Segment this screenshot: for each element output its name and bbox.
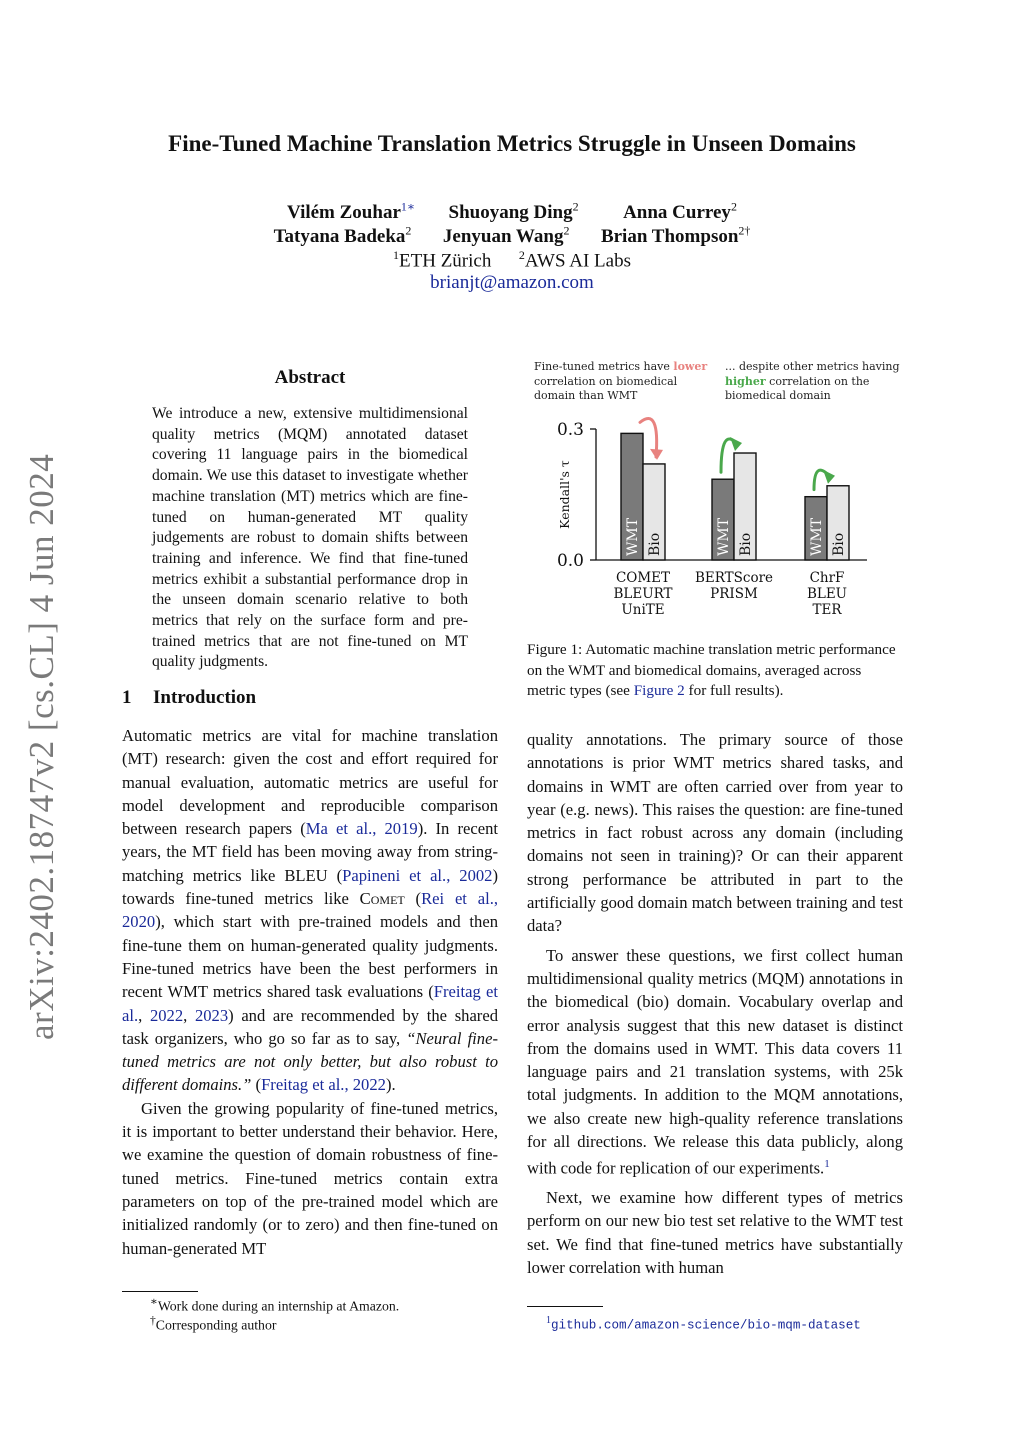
paragraph: To answer these questions, we first collect human multidimensional quality metrics (MQM) annotations in the biomedical (bio) domain. Vocabulary overlap and error analysis suggest that this new dataset is distinct from the domains used in WMT. This data covers 11 language pairs and 21 translation systems, with 25k total judgments. In addition to the MQM annotations, we also create new high-quality reference translations for all directions. We release this data publicly, along with code for replication of our experiments.$^1$ xyxy=(527,945,903,1178)
citation-link[interactable]: 2023 xyxy=(194,1005,229,1025)
footnote: †Corresponding author xyxy=(150,1315,277,1333)
x-tick-label: TER xyxy=(812,602,842,618)
paper-title: Fine-Tuned Machine Translation Metrics Struggle in Unseen Domains xyxy=(168,131,856,156)
x-tick-label: UniTE xyxy=(621,602,665,618)
bar-label: Bio xyxy=(647,532,663,556)
intro-body xyxy=(122,724,498,1260)
footnote-rule xyxy=(527,1306,603,1307)
x-tick-label: ChrF xyxy=(809,570,845,586)
author: Shuoyang Ding$^2$ xyxy=(448,200,579,224)
paragraph: quality annotations. The primary source of those annotations is prior WMT metrics shared tasks, and domains in WMT are often carried over from year to year (e.g. news). This raises the question: are fine-tuned metrics in fact robust across any domain (including domains not seen in training)? Or can their apparent strong performance be attributed in part to the artificially good domain match between training and test data? xyxy=(527,730,903,936)
abstract-text: We introduce a new, extensive multidimensional quality metrics (MQM) annotated dataset covering 11 language pairs in the biomedical domain. We use this dataset to investigate whether machine translation (MT) metrics which are fine-tuned on human-generated MT quality judgements are robust to domain shifts between training and inference. We find that fine-tuned metrics exhibit a substantial performance drop in the unseen domain scenario relative to both metrics that rely on the surface form and pre-trained metrics that are not fine-tuned on MT quality judgments. xyxy=(152,405,468,671)
citation-link[interactable]: Ma et al., 2019 xyxy=(305,819,418,839)
citation-link[interactable]: Freitag et al., 2022 xyxy=(261,1075,386,1095)
x-tick-label: BERTScore xyxy=(694,570,774,586)
paragraph: Given the growing popularity of fine-tuned metrics, it is important to better understand their behavior. Here, we examine the question of domain robustness of fine-tuned metrics. Fine-tuned metrics contain extra parameters on top of the pre-trained model which are initialized randomly (or to zero) and then fine-tuned on human-generated MT xyxy=(122,1098,498,1258)
x-tick-label: PRISM xyxy=(710,586,758,602)
author-row-1 xyxy=(0,200,1024,224)
arrow-up-head xyxy=(823,470,835,484)
repo-link[interactable]: github.com/amazon-science/bio-mqm-dataset xyxy=(551,1318,861,1333)
figure-caption: Figure 1: Automatic machine translation metric performance on the WMT and biomedical domains, averaged across metric types (see Figure 2 for full results). xyxy=(527,641,896,699)
citation-link[interactable]: Freitag et al. xyxy=(122,982,498,1025)
y-tick-label: 0.3 xyxy=(556,420,584,440)
author: Brian Thompson$^{2\dagger}$ xyxy=(600,224,751,248)
footnote: ∗Work done during an internship at Amazon. xyxy=(150,1296,400,1314)
right-body xyxy=(527,728,903,1279)
abstract-heading: Abstract xyxy=(274,367,346,388)
author-row-2 xyxy=(0,224,1024,248)
y-tick-label: 0.0 xyxy=(556,551,584,571)
paragraph: Automatic metrics are vital for machine translation (MT) research: given the cost and effort required for manual evaluation, automatic metrics are useful for model development and reproducible comparison between research papers (Ma et al., 2019). In recent years, the MT field has been moving away from string-matching metrics like BLEU (Papineni et al., 2002) towards fine-tuned metrics like Comet (Rei et al., 2020), which start with pre-trained models and then fine-tune them on human-generated quality judgments. Fine-tuned metrics have been the best performers in recent WMT metrics shared task evaluations (Freitag et al., 2022, 2023) and are recommended by the shared task organizers, who go so far as to say, “Neural fine-tuned metrics are not only better, but also robust to different domains.” (Freitag et al., 2022). xyxy=(122,726,499,1095)
footnote-rule xyxy=(122,1291,198,1292)
x-tick-label: BLEURT xyxy=(613,586,673,602)
figure-1-chart xyxy=(527,405,905,627)
figure-annotation-right: ... despite other metrics having higher correlation on the biomedical domain xyxy=(725,360,900,402)
citation-link[interactable]: Papineni et al., 2002 xyxy=(342,865,493,885)
paragraph: Next, we examine how different types of metrics perform on our new bio test set relative to the WMT test set. We find that fine-tuned metrics have substantially lower correlation with human xyxy=(527,1188,903,1278)
bar-label: WMT xyxy=(809,517,825,556)
author: Jenyuan Wang$^2$ xyxy=(442,224,570,248)
author: Vilém Zouhar$^{1∗}$ xyxy=(287,200,416,224)
affiliations: $^1$ETH Zürich $^2$AWS AI Labs xyxy=(393,248,631,272)
bar-label: Bio xyxy=(738,532,754,556)
author: Anna Currey$^2$ xyxy=(623,200,737,224)
bar-label: WMT xyxy=(625,517,641,556)
figure-annotation-left: Fine-tuned metrics have lower correlation on biomedical domain than WMT xyxy=(534,360,708,402)
arrow-down-head xyxy=(650,449,663,460)
y-axis-label: Kendall's τ xyxy=(557,460,572,529)
bar-label: Bio xyxy=(831,532,847,556)
author: Tatyana Badeka$^2$ xyxy=(273,224,412,248)
citation-link[interactable]: 2022 xyxy=(149,1005,184,1025)
figure-link[interactable]: Figure 2 xyxy=(633,682,685,699)
section-heading: 1 Introduction xyxy=(122,687,257,708)
author-email[interactable]: brianjt@amazon.com xyxy=(430,272,594,293)
footnote: $^1$github.com/amazon-science/bio-mqm-dataset xyxy=(546,1315,861,1333)
citation-link[interactable]: Rei et al., 2020 xyxy=(122,889,498,932)
x-tick-label: COMET xyxy=(615,570,671,586)
bar-label: WMT xyxy=(716,517,732,556)
x-tick-label: BLEU xyxy=(806,586,848,602)
footnote-ref[interactable]: 1 xyxy=(824,1158,830,1171)
arrow-up-head xyxy=(730,437,742,451)
